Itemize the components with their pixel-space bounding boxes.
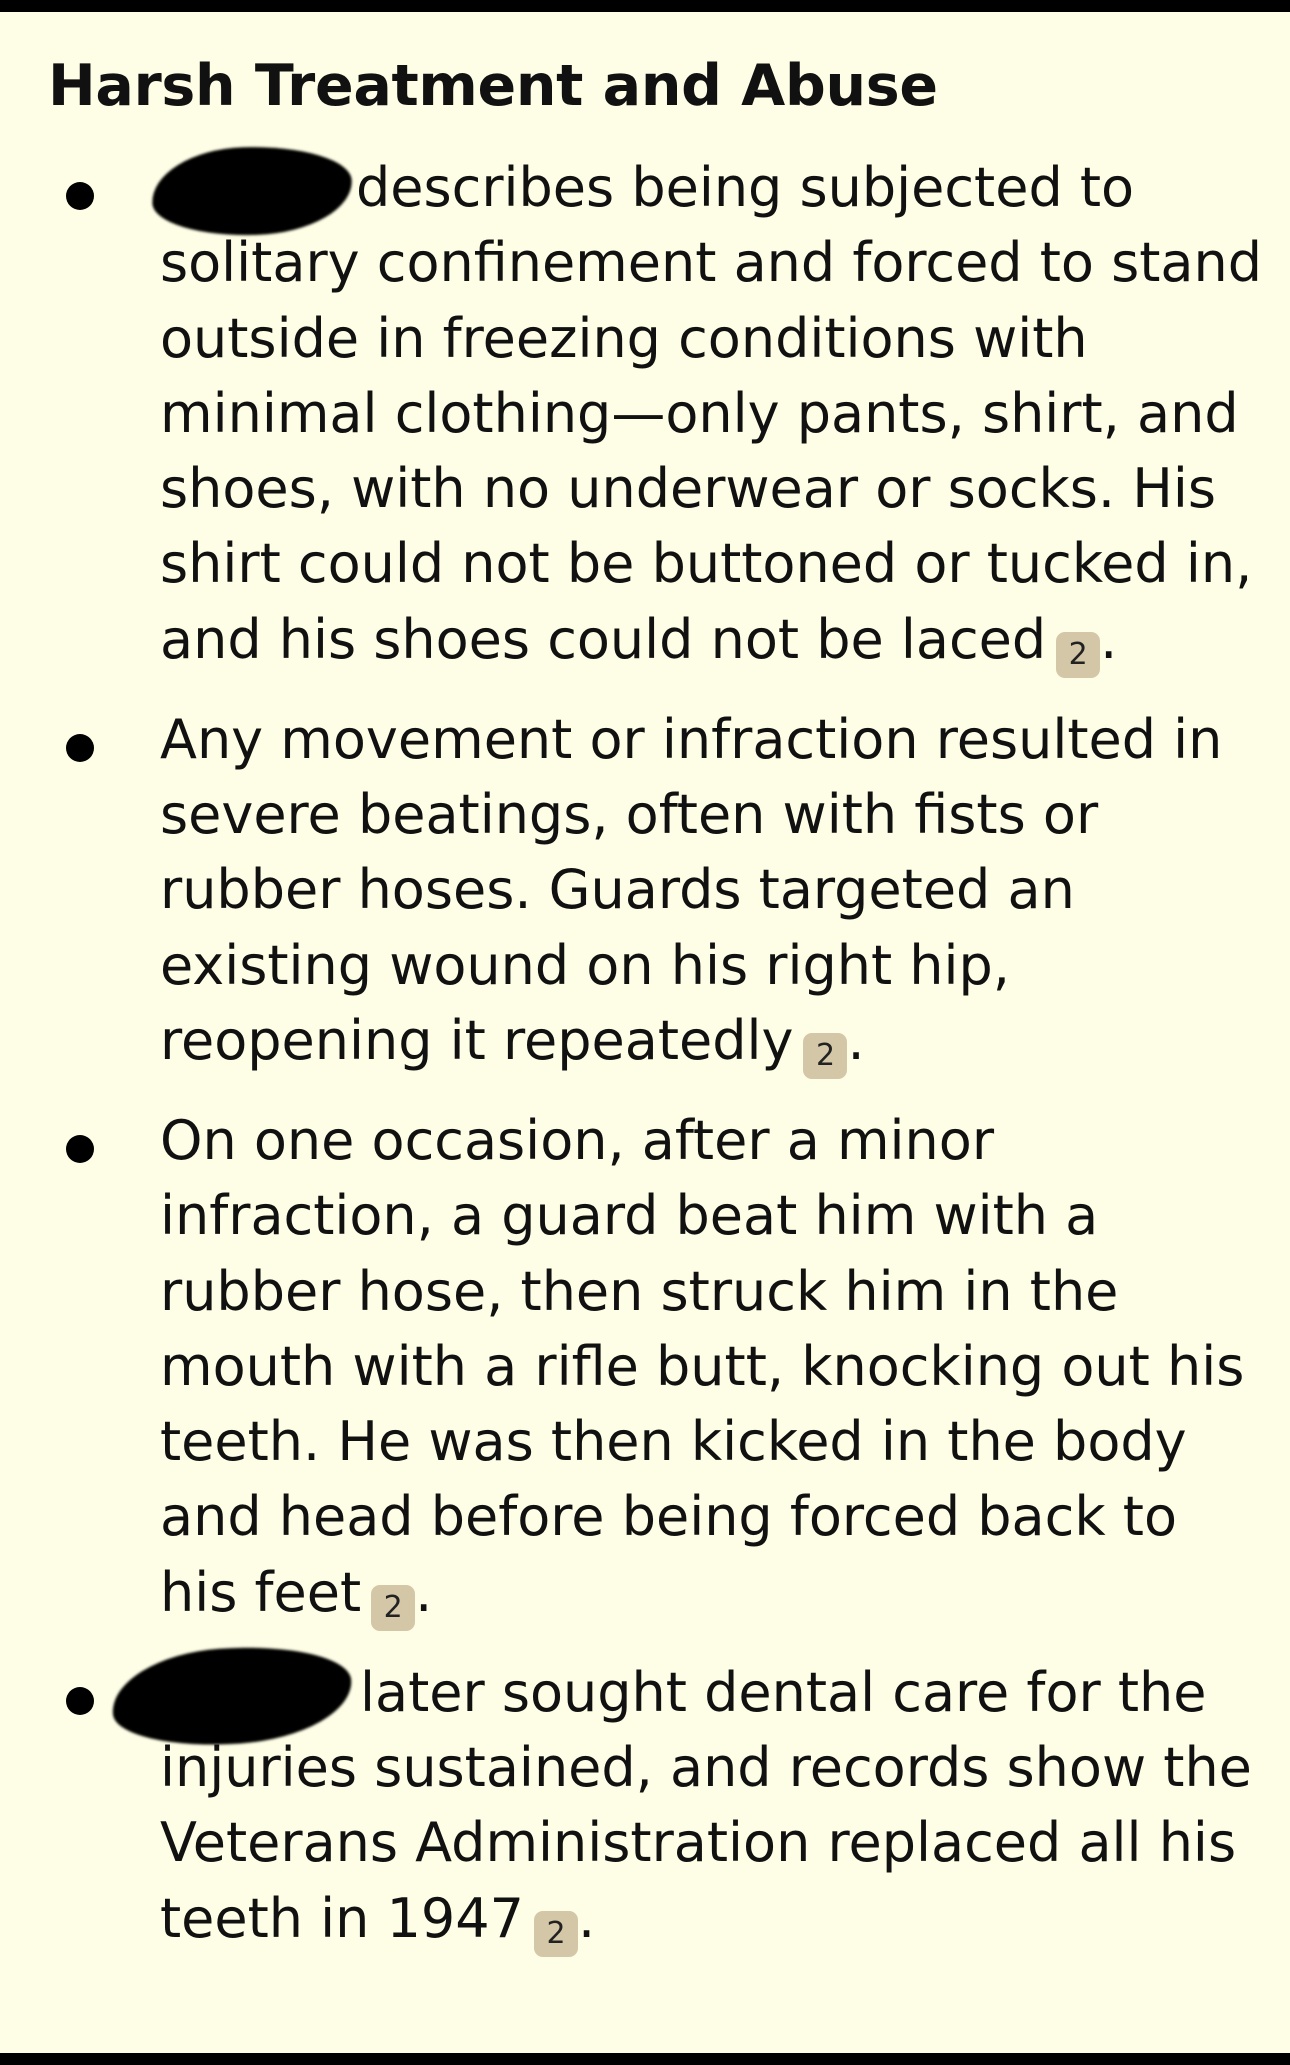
item-text: later sought dental care for the injuries sustained, and records show the Veterans Administration replaced all his teeth in 1947: [160, 1660, 1252, 1950]
item-end: .: [415, 1560, 433, 1624]
item-text: describes being subjected to solitary confinement and forced to stand outside in freezing conditions with minimal clothing—only pants, shirt, and shoes, with no underwear or socks. His shirt could not be buttoned or tucked in, and his shoes could not be laced: [160, 156, 1263, 671]
redaction-mark: [151, 144, 354, 239]
item-text: Any movement or infraction resulted in severe beatings, often with fists or rubber hoses. Guards targeted an existing wound on his right hip, reopening it repeatedly: [160, 707, 1223, 1072]
section-heading: Harsh Treatment and Abuse: [48, 53, 938, 119]
bullet-icon: [66, 182, 94, 210]
bullet-icon: [66, 1135, 94, 1163]
bullet-icon: [66, 1687, 94, 1715]
item-text: On one occasion, after a minor infraction, a guard beat him with a rubber hose, then struck him in the mouth with a rifle butt, knocking out his teeth. He was then kicked in the body and head before being forced back to his feet: [160, 1108, 1245, 1624]
list-item: [0, 1103, 1290, 1631]
item-end: .: [578, 1886, 596, 1950]
list-item: [0, 702, 1290, 1079]
citation-badge[interactable]: 2: [534, 1911, 578, 1957]
citation-badge[interactable]: 2: [371, 1585, 415, 1631]
item-end: .: [1100, 607, 1118, 671]
citation-badge[interactable]: 2: [803, 1033, 847, 1079]
item-end: .: [847, 1008, 865, 1072]
citation-badge[interactable]: 2: [1056, 632, 1100, 678]
list-item: [0, 1655, 1290, 1957]
bullet-icon: [66, 734, 94, 762]
list-item: [0, 150, 1290, 678]
bullet-list: [0, 150, 1290, 1981]
content-page: [0, 12, 1290, 2053]
